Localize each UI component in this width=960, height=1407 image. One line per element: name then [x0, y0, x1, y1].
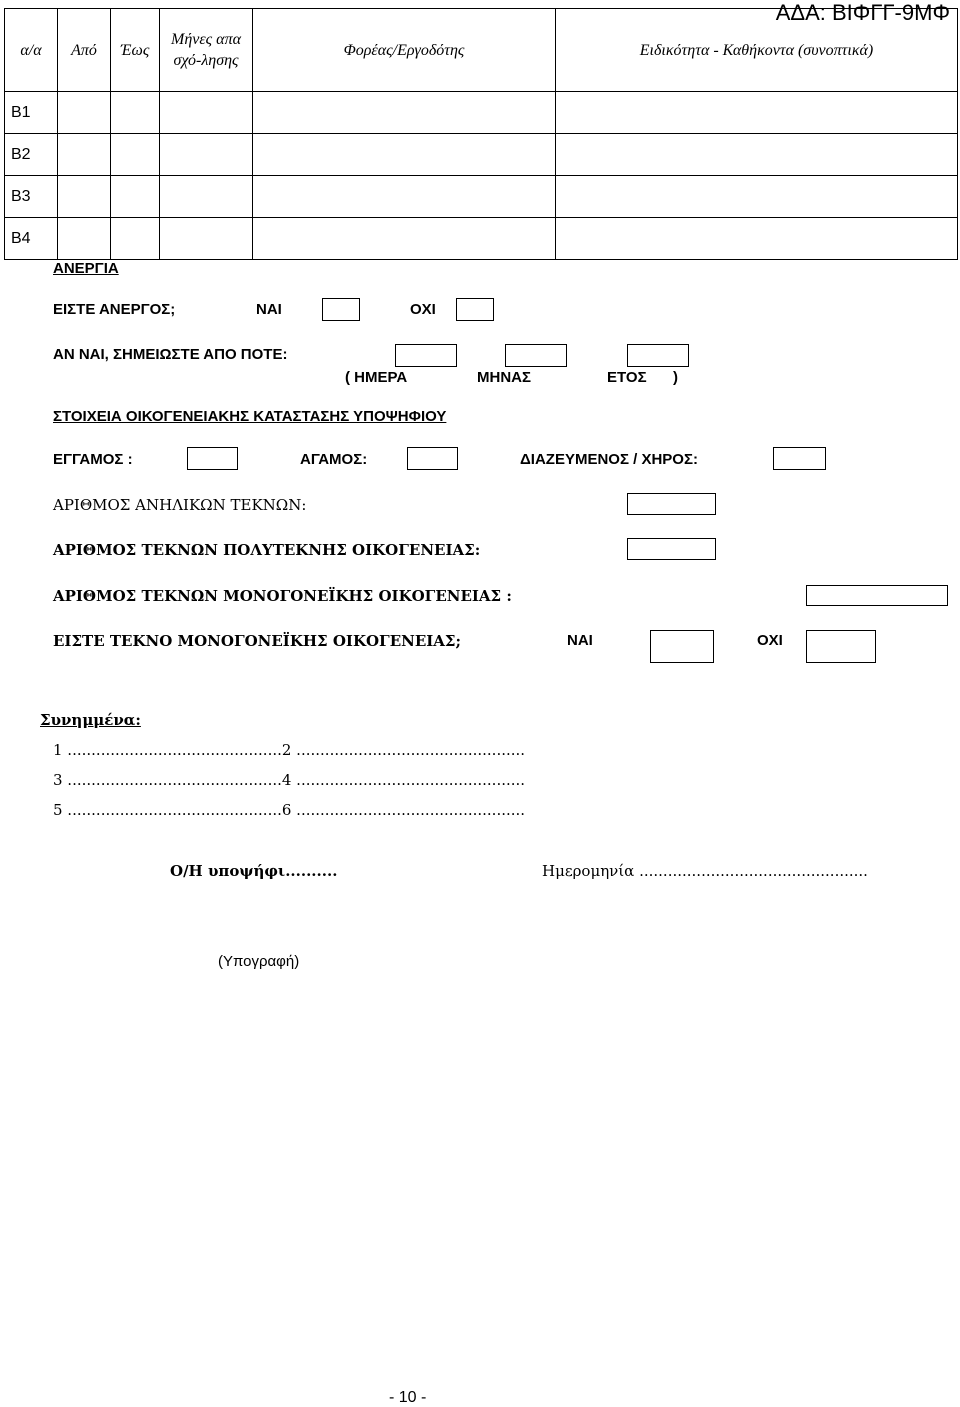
- cell-duties[interactable]: [556, 218, 958, 260]
- unemployed-question: ΕΙΣΤΕ ΑΝΕΡΓΟΣ;: [53, 301, 176, 318]
- minor-children-label: ΑΡΙΘΜΟΣ ΑΝΗΛΙΚΩΝ ΤΕΚΝΩΝ:: [53, 496, 307, 514]
- unemployed-no-checkbox[interactable]: [456, 298, 494, 321]
- month-label: ΜΗΝΑΣ: [477, 369, 531, 386]
- attachment-line[interactable]: 5 .............................................6 ................................................: [53, 801, 526, 819]
- year-label: ΕΤΟΣ: [607, 369, 647, 386]
- candidate-label: Ο/Η υποψήφι..........: [170, 862, 338, 880]
- header-employer: Φορέας/Εργοδότης: [253, 9, 556, 92]
- cell-months[interactable]: [160, 134, 253, 176]
- single-checkbox[interactable]: [407, 447, 458, 470]
- cell-months[interactable]: [160, 218, 253, 260]
- unemployed-yes-label: ΝΑΙ: [256, 301, 282, 318]
- minor-children-field[interactable]: [627, 493, 716, 515]
- date-label: Ημερομηνία ................................................: [542, 862, 868, 880]
- date-close-paren: ): [673, 369, 678, 386]
- cell-to[interactable]: [111, 176, 160, 218]
- page-number: - 10 -: [389, 1389, 427, 1406]
- single-parent-children-label: ΑΡΙΘΜΟΣ ΤΕΚΝΩΝ ΜΟΝΟΓΟΝΕΪΚΗΣ ΟΙΚΟΓΕΝΕΙΑΣ :: [53, 587, 512, 605]
- child-single-parent-no-label: ΟΧΙ: [757, 632, 783, 649]
- day-field[interactable]: [395, 344, 457, 367]
- cell-from[interactable]: [58, 92, 111, 134]
- row-label: Β1: [5, 92, 58, 134]
- cell-to[interactable]: [111, 92, 160, 134]
- cell-duties[interactable]: [556, 176, 958, 218]
- header-to: Έως: [111, 9, 160, 92]
- cell-to[interactable]: [111, 218, 160, 260]
- cell-to[interactable]: [111, 134, 160, 176]
- married-checkbox[interactable]: [187, 447, 238, 470]
- cell-months[interactable]: [160, 92, 253, 134]
- unemployed-yes-checkbox[interactable]: [322, 298, 360, 321]
- table-row: [5, 92, 958, 134]
- single-label: ΑΓΑΜΟΣ:: [300, 451, 368, 468]
- table-row: [5, 134, 958, 176]
- cell-employer[interactable]: [253, 92, 556, 134]
- cell-duties[interactable]: [556, 92, 958, 134]
- single-parent-children-field[interactable]: [806, 585, 948, 606]
- cell-employer[interactable]: [253, 218, 556, 260]
- header-aa: α/α: [5, 9, 58, 92]
- day-label: ( ΗΜΕΡΑ: [345, 369, 408, 386]
- attachment-line[interactable]: 3 .............................................4 ................................................: [53, 771, 526, 789]
- large-family-field[interactable]: [627, 538, 716, 560]
- child-single-parent-no-checkbox[interactable]: [806, 630, 876, 663]
- unemployed-since-label: ΑΝ ΝΑΙ, ΣΗΜΕΙΩΣΤΕ ΑΠΟ ΠΟΤΕ:: [53, 346, 288, 363]
- employment-table: [4, 8, 958, 260]
- unemployed-no-label: ΟΧΙ: [410, 301, 436, 318]
- row-label: Β3: [5, 176, 58, 218]
- header-from: Από: [58, 9, 111, 92]
- cell-from[interactable]: [58, 176, 111, 218]
- divorced-checkbox[interactable]: [773, 447, 826, 470]
- header-duties: Ειδικότητα - Καθήκοντα (συνοπτικά): [556, 9, 958, 92]
- attachments-heading: Συνημμένα:: [40, 711, 141, 729]
- table-header-row: [5, 9, 958, 92]
- cell-from[interactable]: [58, 218, 111, 260]
- married-label: ΕΓΓΑΜΟΣ :: [53, 451, 133, 468]
- table-row: [5, 176, 958, 218]
- signature-label: (Υπογραφή): [218, 953, 300, 970]
- header-months: Μήνες απασχό-λησης: [160, 9, 253, 92]
- year-field[interactable]: [627, 344, 689, 367]
- unemployment-heading: ΑΝΕΡΓΙΑ: [53, 260, 119, 277]
- child-single-parent-yes-label: ΝΑΙ: [567, 632, 593, 649]
- cell-months[interactable]: [160, 176, 253, 218]
- large-family-label: ΑΡΙΘΜΟΣ ΤΕΚΝΩΝ ΠΟΛΥΤΕΚΝΗΣ ΟΙΚΟΓΕΝΕΙΑΣ:: [53, 541, 481, 559]
- divorced-label: ΔΙΑΖΕΥΜΕΝΟΣ / ΧΗΡΟΣ:: [520, 451, 698, 468]
- ada-code: ΑΔΑ: ΒΙΦΓΓ-9ΜΦ: [775, 0, 950, 25]
- month-field[interactable]: [505, 344, 567, 367]
- child-single-parent-yes-checkbox[interactable]: [650, 630, 714, 663]
- row-label: Β4: [5, 218, 58, 260]
- row-label: Β2: [5, 134, 58, 176]
- cell-from[interactable]: [58, 134, 111, 176]
- child-single-parent-label: ΕΙΣΤΕ ΤΕΚΝΟ ΜΟΝΟΓΟΝΕΪΚΗΣ ΟΙΚΟΓΕΝΕΙΑΣ;: [53, 632, 462, 650]
- family-heading: ΣΤΟΙΧΕΙΑ ΟΙΚΟΓΕΝΕΙΑΚΗΣ ΚΑΤΑΣΤΑΣΗΣ ΥΠΟΨΗΦΙΟΥ: [53, 408, 447, 425]
- cell-employer[interactable]: [253, 134, 556, 176]
- table-row: [5, 218, 958, 260]
- cell-employer[interactable]: [253, 176, 556, 218]
- cell-duties[interactable]: [556, 134, 958, 176]
- attachment-line[interactable]: 1 .............................................2 ................................................: [53, 741, 526, 759]
